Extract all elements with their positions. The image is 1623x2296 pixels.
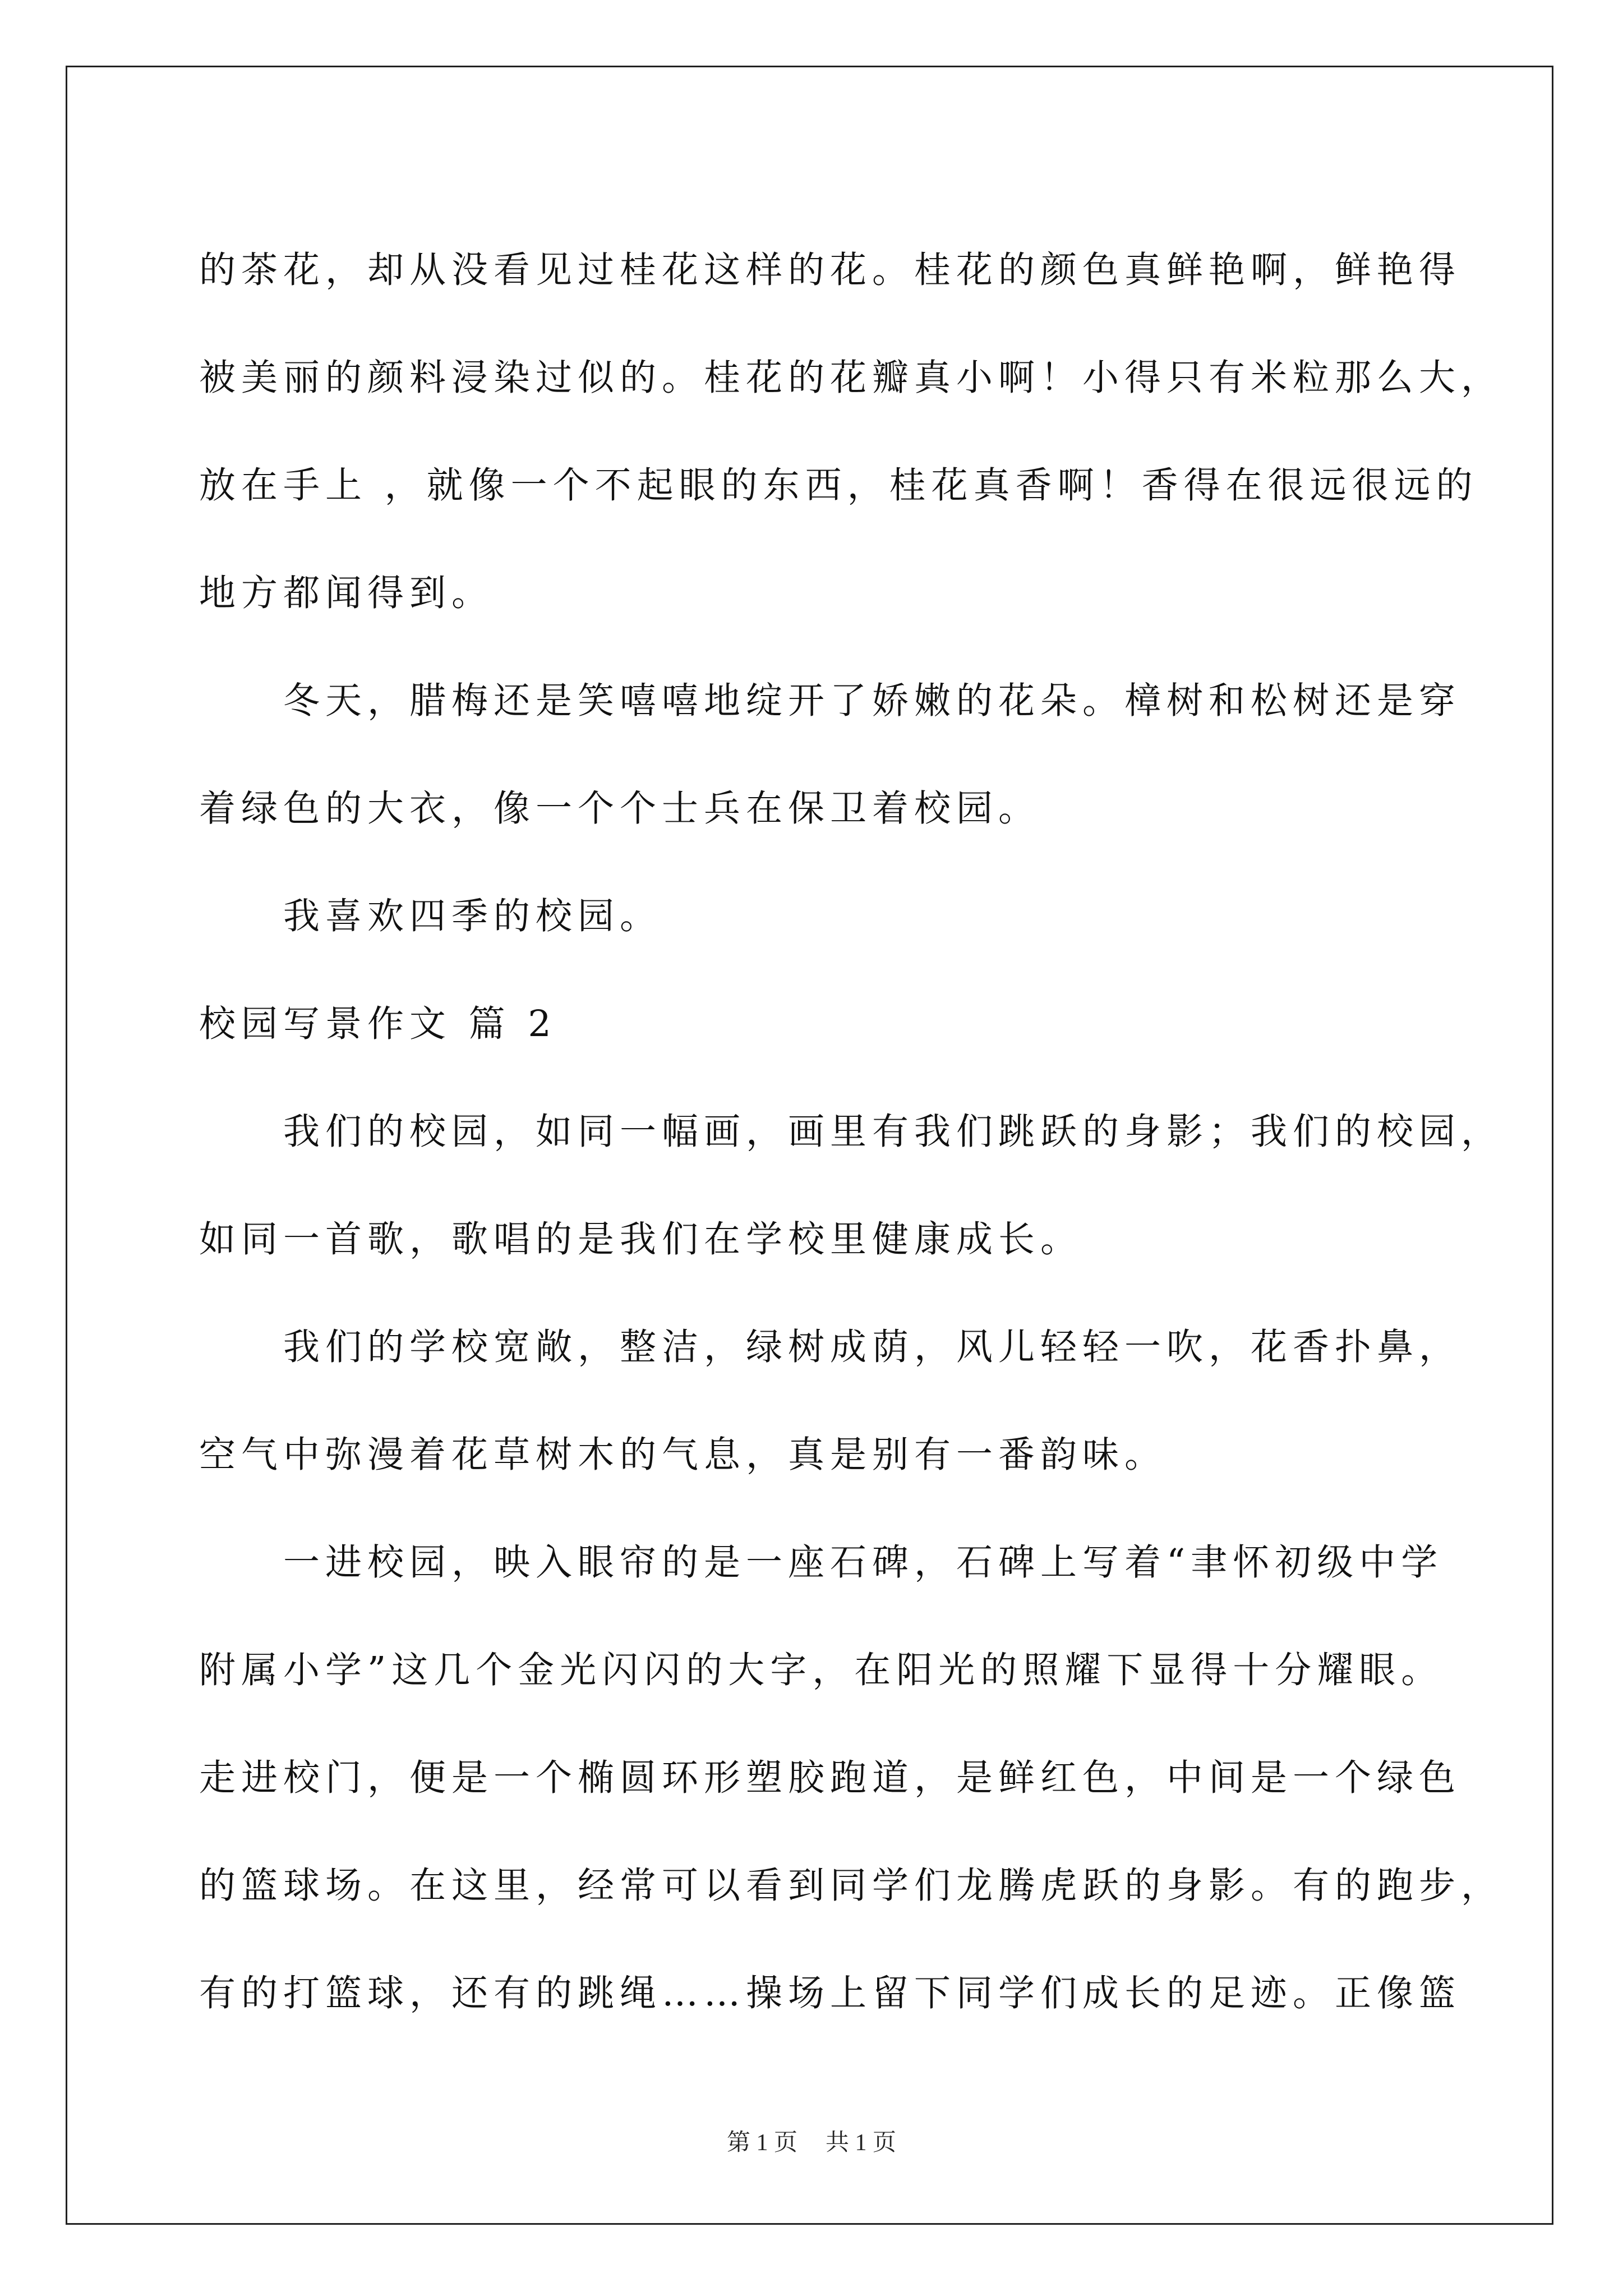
text-line: 被美丽的颜料浸染过似的。桂花的花瓣真小啊！小得只有米粒那么大，: [199, 357, 1504, 399]
text-line: 地方都闻得到。: [199, 572, 494, 614]
text-line: 空气中弥漫着花草树木的气息，真是别有一番韵味。: [199, 1434, 1167, 1476]
text-line: 如同一首歌，歌唱的是我们在学校里健康成长。: [199, 1218, 1083, 1260]
paragraph-start-line: 冬天，腊梅还是笑嘻嘻地绽开了娇嫩的花朵。樟树和松树还是穿: [283, 680, 1461, 722]
text-line: 的篮球场。在这里，经常可以看到同学们龙腾虎跃的身影。有的跑步，: [199, 1865, 1504, 1907]
paragraph-start-line: 我们的校园，如同一幅画，画里有我们跳跃的身影；我们的校园，: [283, 1111, 1504, 1153]
text-line: 有的打篮球，还有的跳绳……操场上留下同学们成长的足迹。正像篮: [199, 1972, 1461, 2014]
section-heading: 校园写景作文 篇 2: [199, 1003, 557, 1045]
text-line: 附属小学”这几个金光闪闪的大字，在阳光的照耀下显得十分耀眼。: [199, 1649, 1444, 1691]
text-line: 的茶花，却从没看见过桂花这样的花。桂花的颜色真鲜艳啊，鲜艳得: [199, 249, 1461, 291]
paragraph-start-line: 我们的学校宽敞，整洁，绿树成荫，风儿轻轻一吹，花香扑鼻，: [283, 1326, 1461, 1368]
document-body: [199, 217, 1504, 2047]
page-footer: [0, 2126, 1623, 2160]
paragraph-start-line: 一进校园，映入眼帘的是一座石碑，石碑上写着“聿怀初级中学: [283, 1542, 1444, 1584]
page-number-total: 共 1 页: [826, 2130, 897, 2156]
paragraph-start-line: 我喜欢四季的校园。: [283, 895, 662, 937]
text-line: 走进校门，便是一个椭圆环形塑胶跑道，是鲜红色，中间是一个绿色: [199, 1757, 1461, 1799]
page-number-current: 第 1 页: [726, 2130, 797, 2156]
text-line: 着绿色的大衣，像一个个士兵在保卫着校园。: [199, 788, 1041, 830]
text-line: 放在手上 ，就像一个不起眼的东西，桂花真香啊！香得在很远很远的: [199, 464, 1478, 507]
